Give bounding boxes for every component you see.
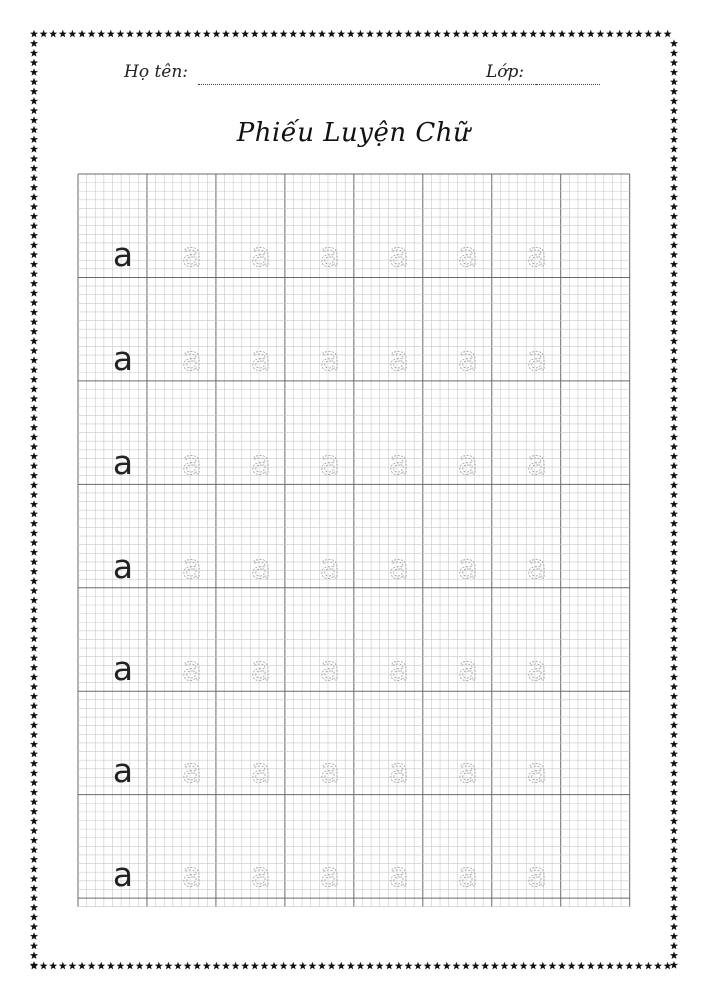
trace-letter: a: [388, 235, 410, 274]
model-letter: a: [112, 443, 134, 482]
trace-letter: a: [319, 855, 341, 894]
trace-letter: a: [457, 339, 479, 378]
trace-letter: a: [181, 649, 203, 688]
model-letter: a: [112, 339, 134, 378]
trace-letter: a: [526, 751, 548, 790]
trace-letter: a: [250, 339, 272, 378]
model-letter: a: [112, 751, 134, 790]
trace-letter: a: [250, 855, 272, 894]
trace-letter: a: [388, 547, 410, 586]
trace-letter: a: [526, 235, 548, 274]
trace-letter: a: [319, 339, 341, 378]
trace-letter: a: [457, 751, 479, 790]
trace-letter: a: [388, 443, 410, 482]
trace-letter: a: [526, 649, 548, 688]
model-letter: a: [112, 649, 134, 688]
trace-letter: a: [457, 855, 479, 894]
class-label: Lớp:: [486, 62, 525, 82]
trace-letter: a: [319, 649, 341, 688]
trace-letter: a: [457, 443, 479, 482]
trace-letter: a: [388, 855, 410, 894]
trace-letter: a: [526, 547, 548, 586]
trace-letter: a: [181, 235, 203, 274]
trace-letter: a: [250, 443, 272, 482]
trace-letter: a: [250, 235, 272, 274]
trace-letter: a: [388, 649, 410, 688]
trace-letter: a: [319, 443, 341, 482]
trace-letter: a: [457, 649, 479, 688]
trace-letter: a: [319, 547, 341, 586]
model-letter: a: [112, 547, 134, 586]
trace-letter: a: [457, 235, 479, 274]
trace-letter: a: [388, 339, 410, 378]
model-letter: a: [112, 235, 134, 274]
trace-letter: a: [526, 443, 548, 482]
trace-letter: a: [319, 751, 341, 790]
trace-letter: a: [526, 339, 548, 378]
trace-letter: a: [250, 649, 272, 688]
trace-letter: a: [457, 547, 479, 586]
trace-letter: a: [181, 443, 203, 482]
trace-letter: a: [319, 235, 341, 274]
page-title: Phiếu Luyện Chữ: [236, 118, 471, 148]
trace-letter: a: [181, 547, 203, 586]
trace-letter: a: [526, 855, 548, 894]
trace-letter: a: [250, 547, 272, 586]
name-label: Họ tên:: [124, 62, 189, 82]
trace-letter: a: [181, 751, 203, 790]
model-letter: a: [112, 855, 134, 894]
trace-letter: a: [181, 339, 203, 378]
trace-letter: a: [250, 751, 272, 790]
trace-letter: a: [388, 751, 410, 790]
trace-letter: a: [181, 855, 203, 894]
